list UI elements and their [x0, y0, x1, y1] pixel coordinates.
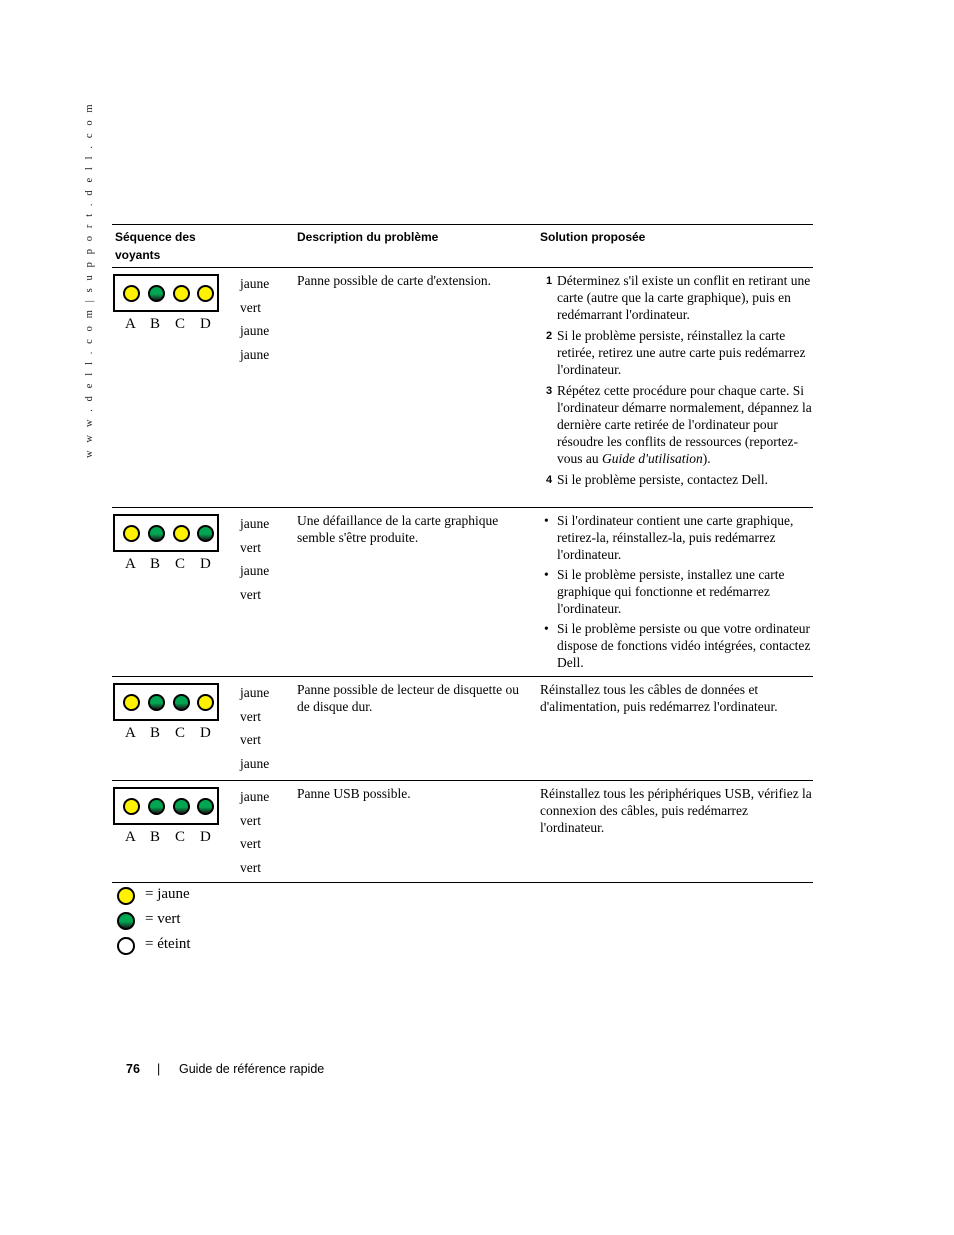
legend-label: = vert [145, 911, 181, 927]
problem-description: Une défaillance de la carte graphique semble s'être produite. [297, 513, 499, 545]
led-letter: C [175, 556, 186, 572]
led-d-icon [197, 798, 214, 815]
led-letter: A [125, 725, 136, 741]
led-letter: D [200, 556, 211, 572]
led-letter: D [200, 725, 211, 741]
legend-label: = jaune [145, 886, 190, 902]
led-b-icon [148, 694, 165, 711]
color-label: vert [240, 586, 261, 602]
led-yellow-icon [117, 887, 135, 905]
led-letters [125, 725, 225, 742]
color-label: jaune [240, 563, 270, 578]
bullet-text: Si le problème persiste, installez une carte graphique qui fonctionne et redémarrez l'ordinateur. [557, 567, 785, 616]
led-letter: A [125, 556, 136, 572]
step-number: 1 [546, 275, 553, 287]
led-b-icon [148, 525, 165, 542]
led-off-icon [117, 937, 135, 955]
color-label: jaune [240, 516, 270, 531]
solution: Réinstallez tous les périphériques USB, vérifiez la connexion des câbles, puis redémarrez l'ordinateur. [540, 786, 812, 835]
led-letter: C [175, 316, 186, 332]
led-letter: B [150, 556, 161, 572]
table-header [112, 224, 813, 268]
led-colors [240, 512, 269, 606]
led-table [112, 224, 813, 883]
led-c-icon [173, 285, 190, 302]
led-letter: B [150, 316, 161, 332]
led-letters [125, 316, 225, 333]
led-a-icon [123, 694, 140, 711]
led-letter: C [175, 829, 186, 845]
header-description: Description du problème [297, 230, 439, 244]
color-label: vert [240, 859, 261, 875]
led-c-icon [173, 798, 190, 815]
color-label: vert [240, 812, 261, 828]
solution [540, 512, 812, 674]
led-letter: D [200, 829, 211, 845]
table-row [112, 268, 813, 508]
solution-bullet [540, 620, 812, 671]
side-url: w w w . d e l l . c o m | s u p p o r t . d e l l . c o m [84, 101, 95, 458]
page-number: 76 [126, 1062, 140, 1076]
led-letter: A [125, 829, 136, 845]
bullet-icon: • [544, 513, 549, 528]
led-letter: A [125, 316, 136, 332]
led-letters [125, 829, 225, 846]
solution [540, 272, 812, 492]
color-label: jaune [240, 789, 270, 804]
footer-title: Guide de référence rapide [179, 1062, 325, 1076]
color-label: jaune [240, 323, 270, 338]
header-sequence: Séquence des voyants [115, 230, 196, 262]
led-panel [113, 683, 219, 721]
step-number: 4 [546, 474, 553, 486]
led-letters [125, 556, 225, 573]
led-a-icon [123, 798, 140, 815]
led-c-icon [173, 525, 190, 542]
color-label: jaune [240, 276, 270, 291]
led-colors [240, 785, 269, 879]
led-panel [113, 274, 219, 312]
bullet-icon: • [544, 621, 549, 636]
problem-description: Panne possible de lecteur de disquette ou de disque dur. [297, 682, 519, 714]
table-row [112, 508, 813, 677]
led-d-icon [197, 694, 214, 711]
led-a-icon [123, 525, 140, 542]
led-letter: D [200, 316, 211, 332]
table-row [112, 677, 813, 781]
problem-description: Panne possible de carte d'extension. [297, 273, 492, 288]
led-colors [240, 681, 269, 775]
color-label: jaune [240, 755, 270, 771]
led-a-icon [123, 285, 140, 302]
color-label: vert [240, 299, 261, 315]
led-b-icon [148, 798, 165, 815]
step-text: Si le problème persiste, réinstallez la carte retirée, retirez une autre carte puis redémarrez l'ordinateur. [557, 328, 806, 377]
solution-step [540, 382, 812, 467]
bullet-icon: • [544, 567, 549, 582]
led-d-icon [197, 525, 214, 542]
led-letter: B [150, 829, 161, 845]
guide-title: Guide d'utilisation [602, 451, 703, 466]
solution: Réinstallez tous les câbles de données et d'alimentation, puis redémarrez l'ordinateur. [540, 682, 778, 714]
bullet-text: Si l'ordinateur contient une carte graphique, retirez-la, réinstallez-la, puis redémarrez l'ordinateur. [557, 513, 794, 562]
solution-bullet [540, 512, 812, 563]
led-c-icon [173, 694, 190, 711]
solution-step [540, 471, 812, 488]
problem-description: Panne USB possible. [297, 786, 411, 801]
led-letter: C [175, 725, 186, 741]
step-number: 3 [546, 385, 553, 397]
led-colors [240, 272, 269, 366]
solution-step [540, 272, 812, 323]
step-text: Répétez cette procédure pour chaque carte. Si l'ordinateur démarre normalement, dépannez la dernière carte retirée de l'ordinateur pour résoudre les conflits de ressources (reportez-vous au Guide d'utilisation). [557, 383, 812, 466]
solution-bullet [540, 566, 812, 617]
led-letter: B [150, 725, 161, 741]
bullet-text: Si le problème persiste ou que votre ordinateur dispose de fonctions vidéo intégrées, contactez Dell. [557, 621, 811, 670]
color-label: jaune [240, 685, 270, 700]
color-label: vert [240, 732, 261, 747]
color-label: vert [240, 836, 261, 851]
led-panel [113, 514, 219, 552]
color-label: jaune [240, 346, 270, 362]
table-row [112, 781, 813, 883]
step-text: Si le problème persiste, contactez Dell. [557, 472, 769, 487]
color-label: vert [240, 539, 261, 555]
led-panel [113, 787, 219, 825]
led-b-icon [148, 285, 165, 302]
led-green-icon [117, 912, 135, 930]
header-solution: Solution proposée [540, 230, 646, 244]
footer-separator: | [157, 1062, 161, 1076]
legend-label: = éteint [145, 936, 191, 952]
led-d-icon [197, 285, 214, 302]
solution-step [540, 327, 812, 378]
color-label: vert [240, 708, 261, 724]
step-number: 2 [546, 330, 553, 342]
step-text: Déterminez s'il existe un conflit en retirant une carte (autre que la carte graphique), puis en redémarrant l'ordinateur. [557, 273, 811, 322]
